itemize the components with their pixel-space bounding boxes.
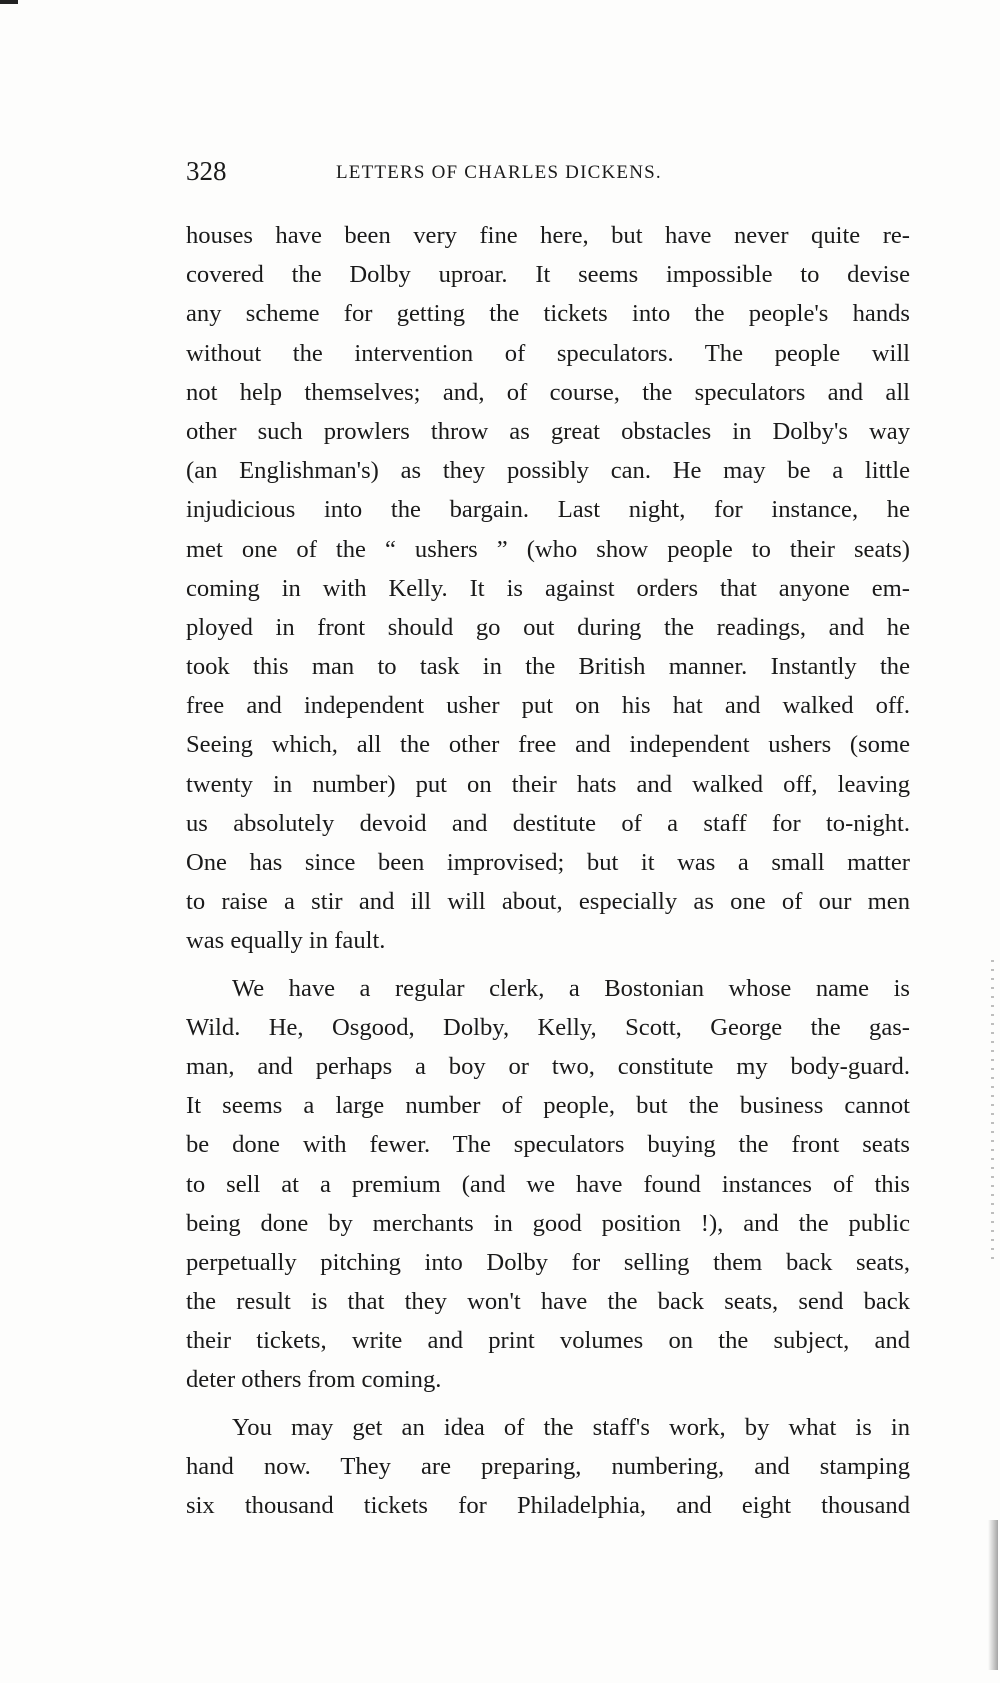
page-number: 328 xyxy=(186,156,227,186)
text-line: coming in with Kelly. It is against orders that anyone em- xyxy=(186,574,910,602)
text-line: met one of the “ ushers ” (who show people to their seats) xyxy=(186,535,910,563)
scan-corner-mark xyxy=(0,0,18,4)
text-line: covered the Dolby uproar. It seems impossible to devise xyxy=(186,261,910,289)
text-line: man, and perhaps a boy or two, constitute my body-guard. xyxy=(186,1052,910,1080)
text-line: ployed in front should go out during the readings, and he xyxy=(186,613,910,641)
text-line: We have a regular clerk, a Bostonian whose name is xyxy=(232,974,910,1002)
text-line: It seems a large number of people, but the business cannot xyxy=(186,1092,910,1120)
text-line: be done with fewer. The speculators buying the front seats xyxy=(186,1131,910,1159)
text-line: injudicious into the bargain. Last night, for instance, he xyxy=(186,496,910,524)
text-line: to sell at a premium (and we have found instances of this xyxy=(186,1170,910,1198)
running-head xyxy=(186,156,906,192)
text-line: Wild. He, Osgood, Dolby, Kelly, Scott, George the gas- xyxy=(186,1013,910,1041)
text-line: the result is that they won't have the back seats, send back xyxy=(186,1288,910,1316)
scan-edge-shadow xyxy=(988,1520,998,1670)
scan-edge-artifact xyxy=(991,960,994,1260)
paragraph-gap xyxy=(186,961,910,969)
text-line: without the intervention of speculators. The people will xyxy=(186,339,910,367)
text-line: (an Englishman's) as they possibly can. He may be a little xyxy=(186,457,910,485)
text-line: not help themselves; and, of course, the speculators and all xyxy=(186,378,910,406)
text-line: houses have been very fine here, but have never quite re- xyxy=(186,222,910,249)
text-line: You may get an idea of the staff's work, by what is in xyxy=(232,1413,910,1441)
text-line: free and independent usher put on his hat and walked off. xyxy=(186,692,910,720)
text-line: deter others from coming. xyxy=(186,1366,442,1394)
text-line: any scheme for getting the tickets into the people's hands xyxy=(186,300,910,328)
paragraph-gap xyxy=(186,1400,910,1408)
text-line: hand now. They are preparing, numbering, and stamping xyxy=(186,1452,910,1480)
text-line: other such prowlers throw as great obstacles in Dolby's way xyxy=(186,417,910,445)
text-line: perpetually pitching into Dolby for selling them back seats, xyxy=(186,1248,910,1276)
running-title: LETTERS OF CHARLES DICKENS. xyxy=(336,162,662,183)
text-line: Seeing which, all the other free and independent ushers (some xyxy=(186,731,910,759)
text-line: being done by merchants in good position !), and the public xyxy=(186,1209,910,1237)
body-text xyxy=(186,216,910,1525)
text-line: was equally in fault. xyxy=(186,927,386,955)
text-line: to raise a stir and ill will about, especially as one of our men xyxy=(186,888,910,916)
text-line: us absolutely devoid and destitute of a staff for to-night. xyxy=(186,809,910,837)
text-line: One has since been improvised; but it was a small matter xyxy=(186,849,910,876)
text-line: their tickets, write and print volumes on the subject, and xyxy=(186,1327,910,1355)
text-line: six thousand tickets for Philadelphia, and eight thousand xyxy=(186,1492,910,1519)
text-line: took this man to task in the British manner. Instantly the xyxy=(186,653,910,681)
text-line: twenty in number) put on their hats and walked off, leaving xyxy=(186,770,910,798)
